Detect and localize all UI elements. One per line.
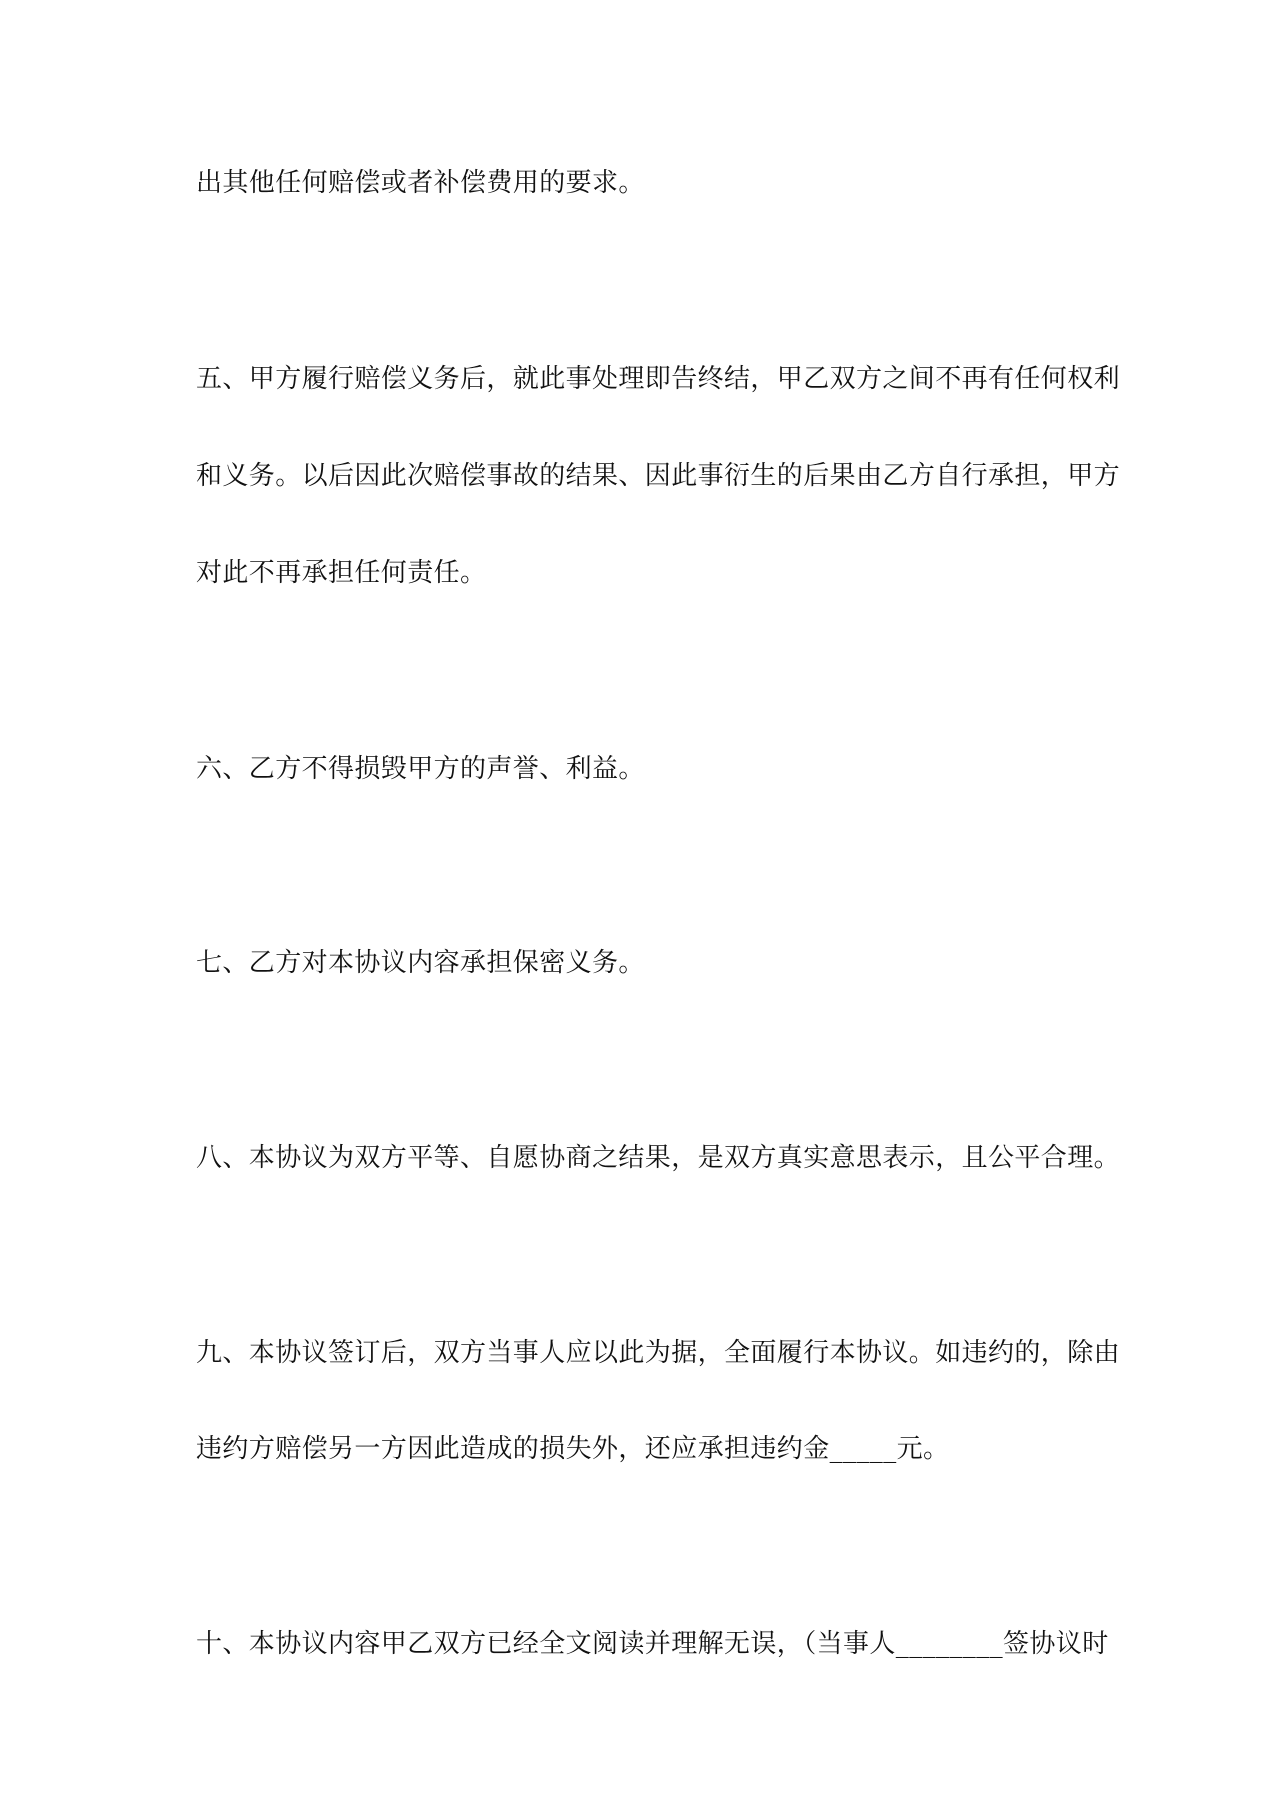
clause-5-line-3: 对此不再承担任何责任。 (196, 558, 487, 588)
clause-5-line-1: 五、甲方履行赔偿义务后，就此事处理即告终结，甲乙双方之间不再有任何权利 (196, 364, 1121, 394)
clause-9-line-1: 九、本协议签订后，双方当事人应以此为据，全面履行本协议。如违约的，除由 (196, 1338, 1121, 1368)
clause-8: 八、本协议为双方平等、自愿协商之结果，是双方真实意思表示，且公平合理。 (196, 1143, 1121, 1173)
clause-6: 六、乙方不得损毁甲方的声誉、利益。 (196, 754, 645, 784)
clause-9-line-2: 违约方赔偿另一方因此造成的损失外，还应承担违约金_____元。 (196, 1434, 950, 1464)
clause-4-continuation: 出其他任何赔偿或者补偿费用的要求。 (196, 168, 645, 198)
clause-5-line-2: 和义务。以后因此次赔偿事故的结果、因此事衍生的后果由乙方自行承担，甲方 (196, 461, 1121, 491)
clause-7: 七、乙方对本协议内容承担保密义务。 (196, 948, 645, 978)
clause-10-line-1: 十、本协议内容甲乙双方已经全文阅读并理解无误，（当事人________签协议时 (196, 1629, 1109, 1659)
